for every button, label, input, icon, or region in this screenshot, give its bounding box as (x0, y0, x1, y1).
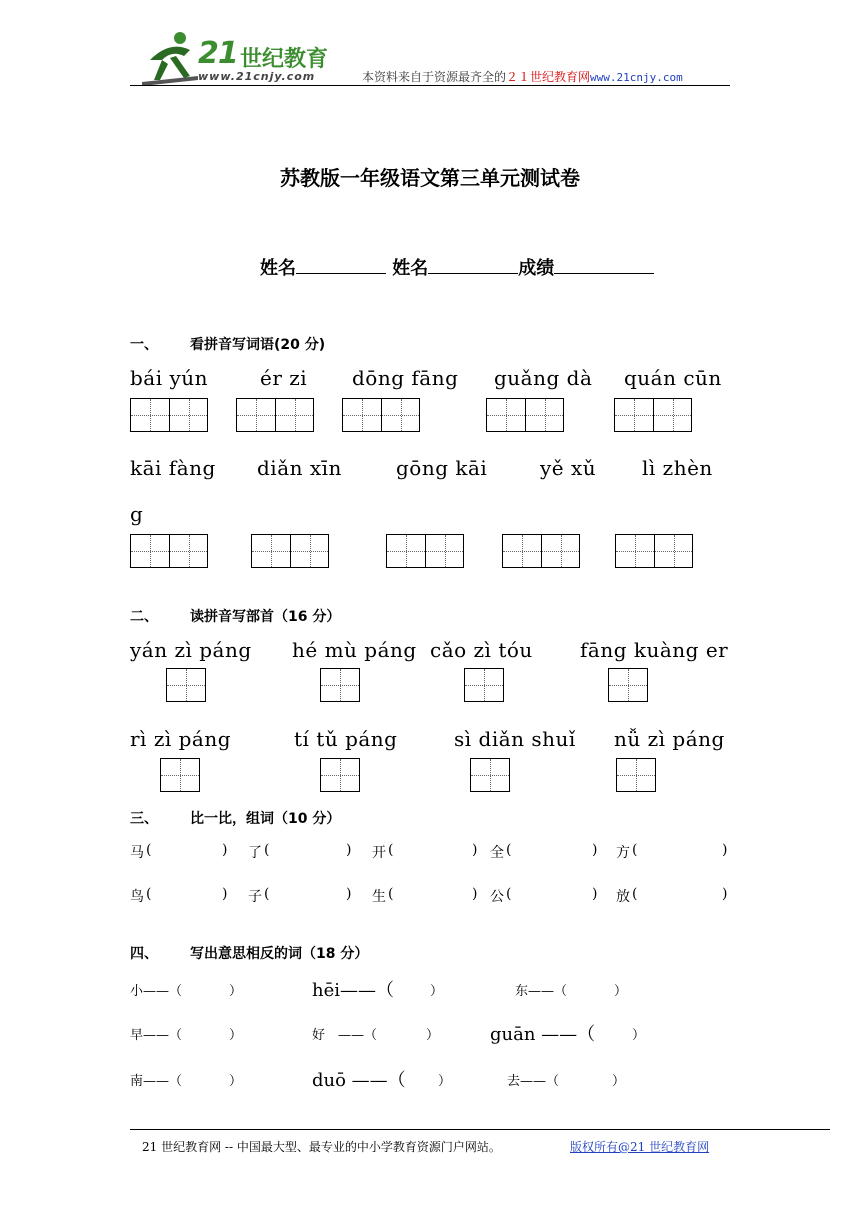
header-note (362, 68, 683, 85)
antonym-item: guān ——（ (490, 1024, 596, 1045)
logo-text: 世纪教育 (240, 47, 329, 72)
student-info-line (260, 254, 654, 280)
antonym-item: 早——（ (130, 1028, 183, 1043)
pinyin-item: hé mù páng (292, 638, 417, 662)
section1-heading: 看拼音写词语(20 分) (190, 337, 326, 353)
writing-grid[interactable] (236, 398, 314, 432)
close-paren: ) (592, 842, 598, 858)
open-paren: ( (146, 886, 152, 902)
antonym-close: ） (426, 1028, 440, 1043)
site-logo (140, 30, 340, 86)
antonym-close: ） (430, 984, 444, 999)
antonym-item: 去——（ (507, 1074, 560, 1089)
antonym-close: ） (229, 984, 243, 999)
section1-number: 一、 (130, 337, 158, 353)
pinyin-item: rì zì páng (130, 727, 232, 751)
pinyin-item: gōng kāi (396, 456, 488, 480)
writing-grid[interactable] (130, 534, 208, 568)
footer-divider (130, 1129, 830, 1130)
writing-grid[interactable] (166, 668, 206, 702)
footer-copyright-link[interactable]: 版权所有@21 世纪教育网 (570, 1140, 710, 1154)
section4-number: 四、 (130, 946, 158, 962)
header-note-url[interactable]: www.21cnjy.com (590, 71, 683, 84)
writing-grid[interactable] (386, 534, 464, 568)
pinyin-item: bái yún (130, 366, 209, 390)
writing-grid[interactable] (464, 668, 504, 702)
antonym-item: 好 ——（ (312, 1028, 378, 1043)
footer-text: 21 世纪教育网 -- 中国最大型、最专业的中小学教育资源门户网站。 (142, 1140, 501, 1154)
compare-char: 马 (130, 845, 144, 861)
close-paren: ) (472, 886, 478, 902)
close-paren: ) (472, 842, 478, 858)
pinyin-item: nǚ zì páng (614, 727, 725, 751)
antonym-close: ） (632, 1028, 646, 1043)
open-paren: ( (632, 886, 638, 902)
header-divider (130, 85, 730, 86)
compare-char: 生 (372, 889, 386, 905)
open-paren: ( (632, 842, 638, 858)
section4-heading: 写出意思相反的词（18 分） (190, 946, 369, 962)
pinyin-item: guǎng dà (494, 366, 593, 390)
writing-grid[interactable] (608, 668, 648, 702)
section3-number: 三、 (130, 811, 158, 827)
writing-grid[interactable] (616, 758, 656, 792)
open-paren: ( (506, 886, 512, 902)
pinyin-item: cǎo zì tóu (430, 638, 533, 662)
writing-grid[interactable] (470, 758, 510, 792)
close-paren: ) (722, 886, 728, 902)
name-label-1: 姓名 (260, 258, 296, 279)
antonym-item: duō ——（ (312, 1070, 406, 1091)
antonym-item: hēi——（ (312, 980, 395, 1001)
compare-char: 鸟 (130, 889, 144, 905)
writing-grid[interactable] (342, 398, 420, 432)
pinyin-item: yě xǔ (540, 456, 597, 480)
antonym-close: ） (438, 1074, 452, 1089)
writing-grid[interactable] (320, 758, 360, 792)
pinyin-item: tí tǔ páng (294, 727, 398, 751)
antonym-item: 小——（ (130, 984, 183, 999)
score-blank[interactable] (554, 255, 654, 274)
writing-grid[interactable] (614, 398, 692, 432)
name-blank-2[interactable] (428, 255, 518, 274)
close-paren: ) (346, 842, 352, 858)
logo-number: 21 (198, 36, 238, 71)
open-paren: ( (264, 886, 270, 902)
pinyin-item: sì diǎn shuǐ (454, 727, 576, 751)
pinyin-item: fāng kuàng er (580, 638, 729, 662)
close-paren: ) (222, 886, 228, 902)
writing-grid[interactable] (615, 534, 693, 568)
header-note-brand[interactable]: ２１世纪教育网 (506, 70, 591, 84)
open-paren: ( (388, 842, 394, 858)
compare-char: 公 (490, 889, 504, 905)
section3-heading: 比一比，组词（10 分） (190, 811, 341, 827)
compare-char: 子 (248, 889, 262, 905)
close-paren: ) (222, 842, 228, 858)
open-paren: ( (506, 842, 512, 858)
open-paren: ( (146, 842, 152, 858)
running-figure-icon (140, 30, 200, 86)
open-paren: ( (388, 886, 394, 902)
antonym-close: ） (229, 1074, 243, 1089)
antonym-close: ） (612, 1074, 626, 1089)
name-blank-1[interactable] (296, 255, 386, 274)
compare-char: 开 (372, 845, 386, 861)
pinyin-item: kāi fàng (130, 456, 216, 480)
close-paren: ) (592, 886, 598, 902)
compare-char: 放 (616, 889, 630, 905)
logo-url: www.21cnjy.com (198, 70, 316, 83)
pinyin-item: ér zi (260, 366, 308, 390)
name-label-2: 姓名 (392, 258, 429, 279)
writing-grid[interactable] (320, 668, 360, 702)
pinyin-item: diǎn xīn (257, 456, 342, 480)
open-paren: ( (264, 842, 270, 858)
writing-grid[interactable] (130, 398, 208, 432)
antonym-item: 南——（ (130, 1074, 183, 1089)
section2-number: 二、 (130, 609, 158, 625)
antonym-close: ） (229, 1028, 243, 1043)
score-label: 成绩 (518, 258, 555, 279)
writing-grid[interactable] (160, 758, 200, 792)
writing-grid[interactable] (251, 534, 329, 568)
compare-char: 全 (490, 845, 504, 861)
pinyin-item: lì zhèn (642, 456, 713, 480)
antonym-close: ） (614, 984, 628, 999)
pinyin-item: dōng fāng (352, 366, 459, 390)
close-paren: ) (722, 842, 728, 858)
antonym-item: 东——（ (515, 984, 568, 999)
compare-char: 了 (248, 845, 262, 861)
header-note-prefix: 本资料来自于资源最齐全的 (362, 70, 507, 84)
page-title: 苏教版一年级语文第三单元测试卷 (280, 166, 580, 190)
compare-char: 方 (616, 845, 630, 861)
pinyin-item: yán zì páng (130, 638, 252, 662)
section2-heading: 读拼音写部首（16 分） (190, 609, 341, 625)
close-paren: ) (346, 886, 352, 902)
writing-grid[interactable] (502, 534, 580, 568)
pinyin-wrap: g (130, 502, 144, 526)
writing-grid[interactable] (486, 398, 564, 432)
pinyin-item: quán cūn (624, 366, 722, 390)
